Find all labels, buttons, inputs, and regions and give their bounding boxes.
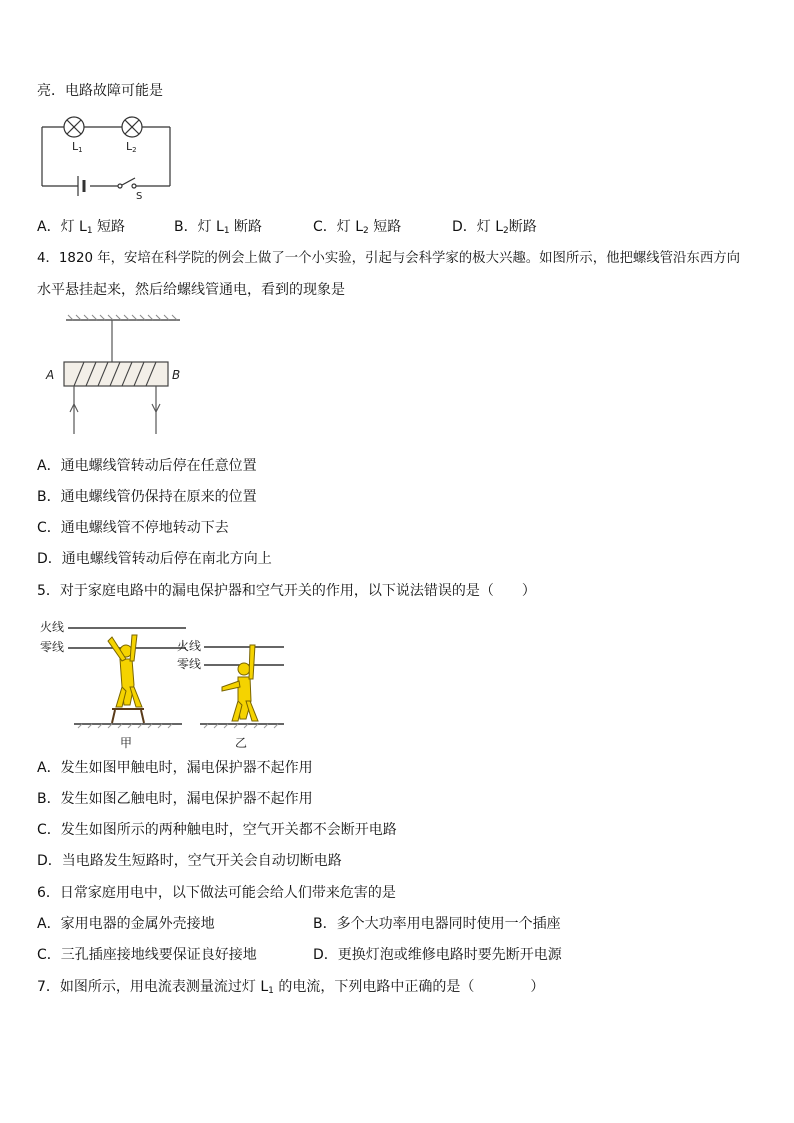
- q5-option-b[interactable]: B．发生如图乙触电时，漏电保护器不起作用: [37, 791, 313, 807]
- q6-stem: 6．日常家庭用电中，以下做法可能会给人们带来危害的是: [37, 885, 396, 901]
- person-on-stool-icon: [108, 635, 142, 707]
- q5-electric-shock-figure: [38, 615, 288, 755]
- q6-option-a[interactable]: A．家用电器的金属外壳接地: [37, 916, 215, 932]
- q4-option-d[interactable]: D．通电螺线管转动后停在南北方向上: [37, 551, 272, 567]
- q4-stem-line1: 4．1820 年，安培在科学院的例会上做了一个小实验，引起与会科学家的极大兴趣。如图所示，他把螺线管沿东西方向: [37, 251, 740, 266]
- q5-stem: 5．对于家庭电路中的漏电保护器和空气开关的作用，以下说法错误的是（ ）: [37, 583, 536, 599]
- lamp-l2-label: L2: [126, 140, 137, 154]
- neutral-wire-label-a: 零线: [40, 640, 65, 654]
- q4-option-a[interactable]: A．通电螺线管转动后停在任意位置: [37, 458, 257, 474]
- q3-intro: 亮．电路故障可能是: [37, 83, 163, 99]
- switch-icon: [118, 178, 136, 188]
- q6-option-c[interactable]: C．三孔插座接地线要保证良好接地: [37, 947, 257, 963]
- q3-option-b[interactable]: B．灯 $L_1$ 断路: [174, 219, 263, 236]
- battery-icon: [78, 176, 84, 196]
- solenoid-core: [64, 362, 168, 386]
- end-label-a: A: [46, 368, 55, 382]
- q5-option-d[interactable]: D．当电路发生短路时，空气开关会自动切断电路: [37, 853, 342, 869]
- q6-option-b[interactable]: B．多个大功率用电器同时使用一个插座: [313, 916, 561, 932]
- lamp-l1-icon: [64, 117, 84, 137]
- live-wire-label-b: 火线: [177, 639, 202, 653]
- q4-option-c[interactable]: C．通电螺线管不停地转动下去: [37, 520, 229, 536]
- lamp-l2-icon: [122, 117, 142, 137]
- q4-solenoid-figure: [40, 312, 200, 437]
- person-on-ground-icon: [222, 645, 258, 721]
- figure-caption-b: 乙: [235, 736, 248, 750]
- stool-icon: [112, 709, 144, 723]
- q3-option-d[interactable]: D．灯 $L_2$断路: [452, 219, 537, 236]
- q5-option-a[interactable]: A．发生如图甲触电时，漏电保护器不起作用: [37, 760, 313, 776]
- q3-option-a[interactable]: A．灯 $L_1$ 短路: [37, 219, 126, 236]
- q6-option-d[interactable]: D．更换灯泡或维修电路时要先断开电源: [313, 947, 562, 963]
- lamp-l1-label: L1: [72, 140, 83, 154]
- q3-option-c[interactable]: C．灯 $L_2$ 短路: [313, 219, 402, 236]
- live-wire-label-a: 火线: [40, 620, 65, 634]
- q3-circuit-figure: [38, 112, 174, 202]
- figure-caption-a: 甲: [120, 736, 133, 750]
- q4-option-b[interactable]: B．通电螺线管仍保持在原来的位置: [37, 489, 257, 505]
- q5-option-c[interactable]: C．发生如图所示的两种触电时，空气开关都不会断开电路: [37, 822, 397, 838]
- switch-label: S: [136, 191, 143, 202]
- q4-stem-line2: 水平悬挂起来，然后给螺线管通电，看到的现象是: [37, 282, 345, 298]
- q7-stem: 7．如图所示，用电流表测量流过灯 $L_1$ 的电流，下列电路中正确的是（ ）: [37, 979, 545, 996]
- end-label-b: B: [172, 368, 181, 382]
- neutral-wire-label-b: 零线: [177, 657, 202, 671]
